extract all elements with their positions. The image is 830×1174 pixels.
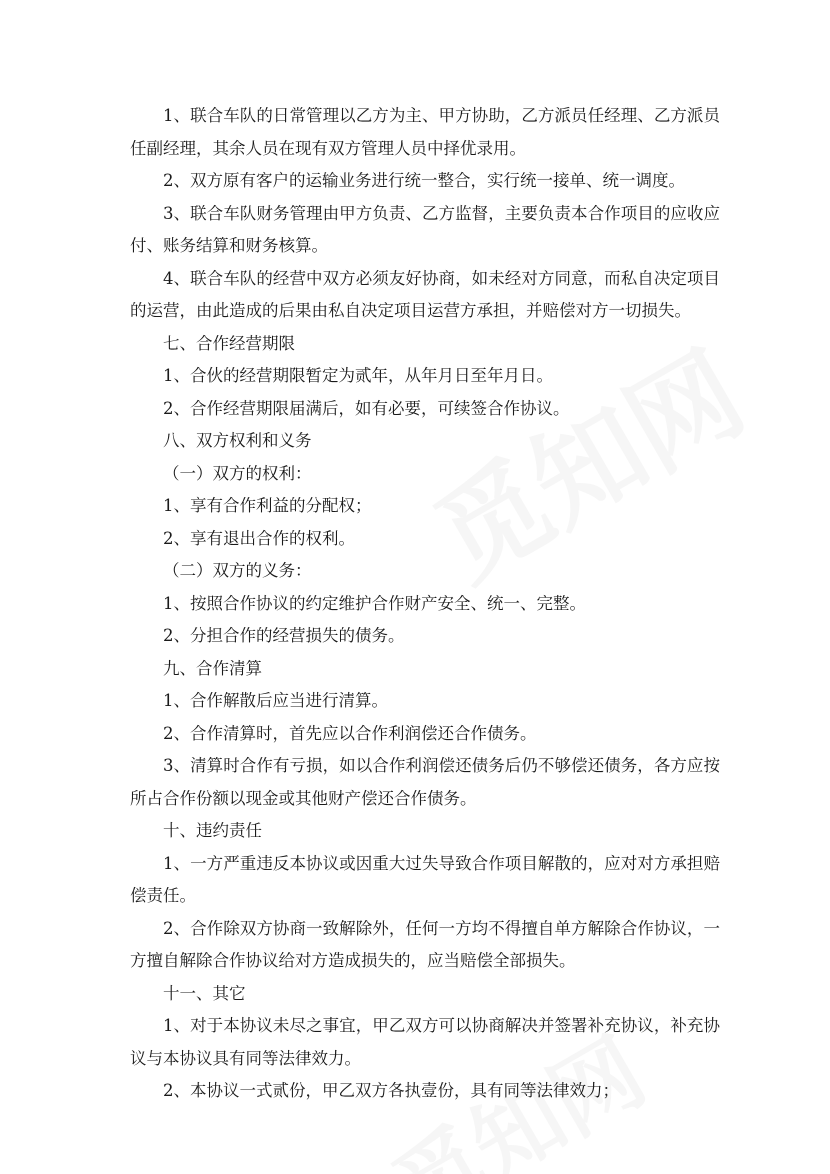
paragraph-breach-1: 1、一方严重违反本协议或因重大过失导致合作项目解散的，应对对方承担赔偿责任。 bbox=[130, 853, 720, 905]
paragraph-breach-2: 2、合作除双方协商一致解除外，任何一方均不得擅自单方解除合作协议，一方擅自解除合作协议给对方造成损失的，应当赔偿全部损失。 bbox=[130, 918, 720, 970]
section-heading-liquidation: 九、合作清算 bbox=[163, 658, 262, 678]
paragraph-other-1: 1、对于本协议未尽之事宜，甲乙双方可以协商解决并签署补充协议，补充协议与本协议具有同等法律效力。 bbox=[130, 1016, 720, 1068]
paragraph-clause-4: 4、联合车队的经营中双方必须友好协商，如未经对方同意，而私自决定项目的运营，由此造成的后果由私自决定项目运营方承担，并赔偿对方一切损失。 bbox=[130, 268, 720, 320]
paragraph-liquidation-2: 2、合作清算时，首先应以合作利润偿还合作债务。 bbox=[163, 723, 537, 743]
section-heading-breach: 十、违约责任 bbox=[163, 821, 262, 840]
paragraph-obligations-2: 2、分担合作的经营损失的债务。 bbox=[163, 626, 405, 645]
section-heading-other: 十一、其它 bbox=[163, 983, 246, 1003]
subheading-rights: （一）双方的权利： bbox=[163, 463, 312, 483]
paragraph-clause-1: 1、联合车队的日常管理以乙方为主、甲方协助，乙方派员任经理、乙方派员任副经理，其余人员在现有双方管理人员中择优录用。 bbox=[130, 106, 720, 158]
paragraph-rights-2: 2、享有退出合作的权利。 bbox=[163, 528, 355, 548]
document-body bbox=[130, 100, 720, 1108]
paragraph-term-1: 1、合伙的经营期限暂定为贰年，从年月日至年月日。 bbox=[163, 366, 553, 385]
paragraph-liquidation-1: 1、合作解散后应当进行清算。 bbox=[163, 691, 388, 710]
paragraph-rights-1: 1、享有合作利益的分配权； bbox=[163, 496, 372, 515]
paragraph-clause-3: 3、联合车队财务管理由甲方负责、乙方监督，主要负责本合作项目的应收应付、账务结算和财务核算。 bbox=[130, 203, 720, 255]
paragraph-other-2: 2、本协议一式贰份，甲乙双方各执壹份，具有同等法律效力； bbox=[163, 1081, 619, 1100]
section-heading-term: 七、合作经营期限 bbox=[163, 333, 295, 353]
paragraph-liquidation-3: 3、清算时合作有亏损，如以合作利润偿还债务后仍不够偿还债务，各方应按所占合作份额以现金或其他财产偿还合作债务。 bbox=[130, 756, 720, 808]
paragraph-term-2: 2、合作经营期限届满后，如有必要，可续签合作协议。 bbox=[163, 398, 570, 418]
paragraph-clause-2: 2、双方原有客户的运输业务进行统一整合，实行统一接单、统一调度。 bbox=[163, 171, 685, 190]
section-heading-rights-obligations: 八、双方权利和义务 bbox=[163, 431, 312, 450]
subheading-obligations: （二）双方的义务： bbox=[163, 561, 312, 580]
paragraph-obligations-1: 1、按照合作协议的约定维护合作财产安全、统一、完整。 bbox=[163, 593, 586, 613]
